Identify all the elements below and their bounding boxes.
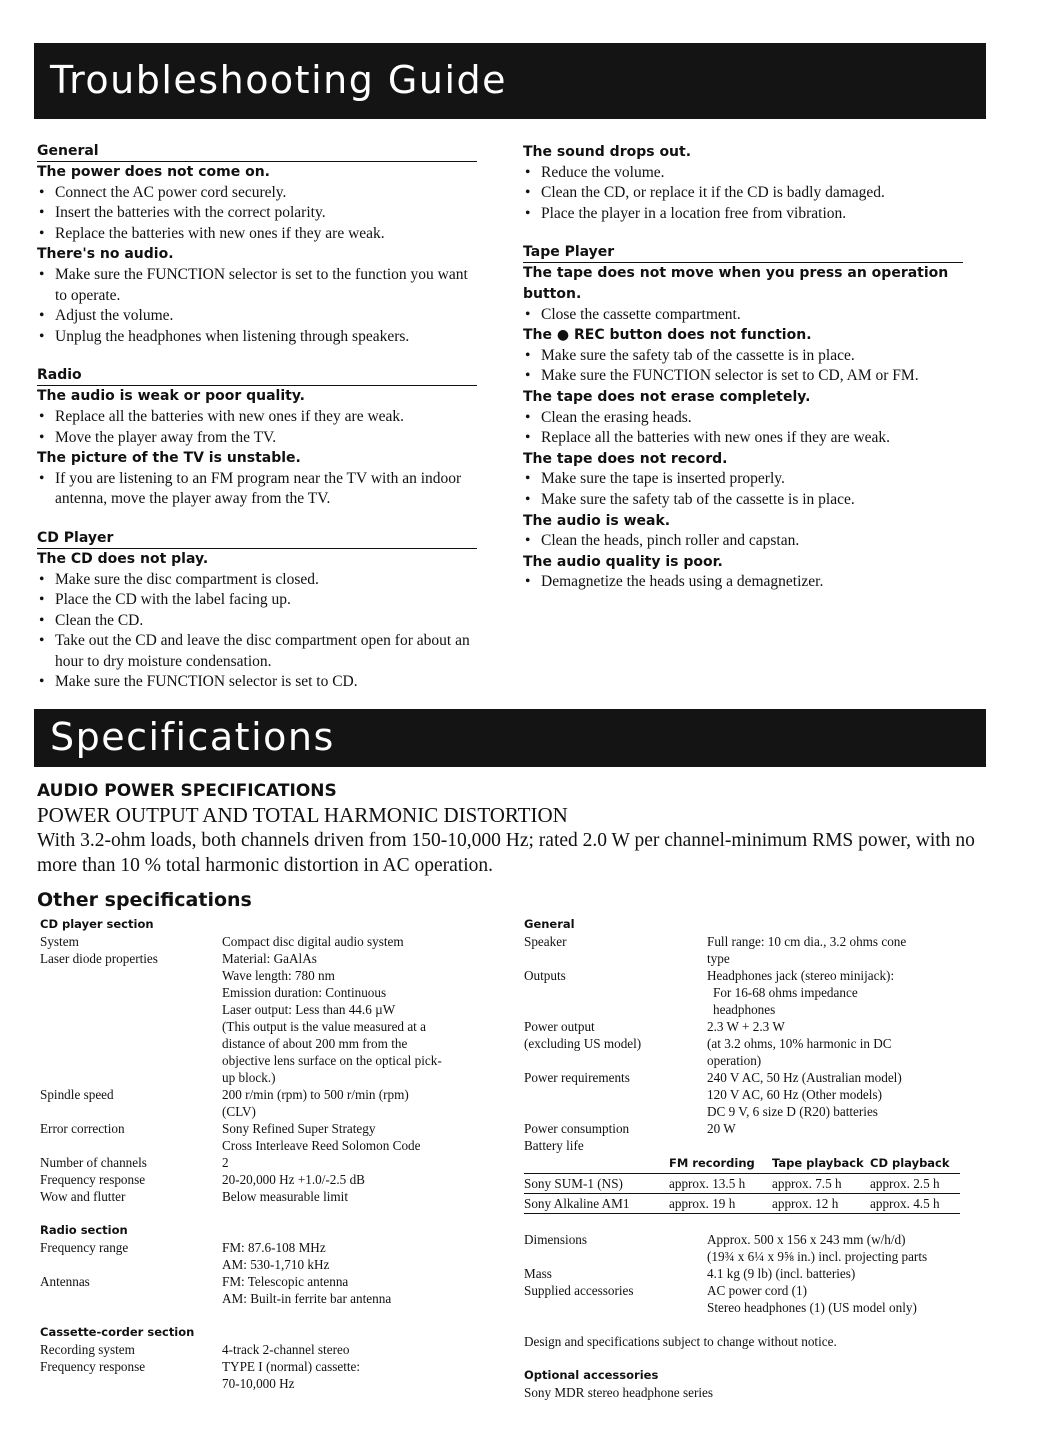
spec-value-line: Emission duration: Continuous	[222, 985, 387, 1000]
battery-header: Tape playback	[772, 1155, 870, 1174]
spec-value-line: Sony Refined Super Strategy	[222, 1121, 376, 1136]
solution-list	[523, 572, 963, 593]
battery-cell: approx. 2.5 h	[870, 1174, 960, 1194]
problem-title: The sound drops out.	[523, 144, 692, 160]
spec-value-line: AC power cord (1)	[707, 1283, 807, 1298]
spec-label: Frequency response	[40, 1172, 146, 1187]
spec-row	[40, 1188, 480, 1205]
troubleshooting-title-bar	[34, 43, 986, 119]
solution-item: • Connect the AC power cord securely.	[37, 183, 477, 204]
problem-title: The power does not come on.	[37, 164, 271, 180]
spec-label: Wow and flutter	[40, 1189, 126, 1204]
spec-label: Spindle speed	[40, 1087, 114, 1102]
spec-row	[40, 1341, 480, 1358]
specifications-title-bar	[34, 709, 986, 767]
solution-item: • Make sure the safety tab of the cassette is in place.	[523, 490, 963, 511]
spec-value	[707, 1069, 964, 1120]
spec-value-line: headphones	[713, 1002, 776, 1017]
spec-value	[707, 1120, 964, 1154]
solution-item: • Place the CD with the label facing up.	[37, 590, 477, 611]
spec-label-line: (excluding US model)	[524, 1036, 642, 1051]
spacer	[524, 1316, 964, 1333]
solution-item: • Close the cassette compartment.	[523, 305, 963, 326]
problem-title: The audio is weak.	[523, 512, 671, 529]
spec-row	[40, 1273, 480, 1307]
audio-power-block	[37, 780, 997, 878]
spec-row	[524, 1018, 964, 1069]
solution-list	[523, 408, 963, 449]
spec-label: Number of channels	[40, 1155, 147, 1170]
spec-label	[524, 1018, 707, 1069]
battery-cell: approx. 4.5 h	[870, 1194, 960, 1214]
spec-value-line: (This output is the value measured at a	[222, 1019, 426, 1034]
battery-header-row	[524, 1155, 960, 1174]
other-specifications-heading: Other specifications	[37, 889, 252, 911]
spec-label	[524, 933, 707, 967]
spec-label	[524, 1231, 707, 1265]
spec-section-title: General	[524, 917, 575, 931]
battery-cell: approx. 19 h	[669, 1194, 772, 1214]
solution-item: • Make sure the FUNCTION selector is set to CD, AM or FM.	[523, 366, 963, 387]
spec-value-line: Approx. 500 x 156 x 243 mm (w/h/d)	[707, 1232, 906, 1247]
spec-left-column	[40, 916, 480, 1392]
spec-row	[40, 1120, 480, 1154]
section-title: CD Player	[37, 529, 477, 549]
spec-value	[222, 933, 480, 950]
spec-value	[707, 1282, 964, 1316]
solution-item: • Make sure the safety tab of the cassette is in place.	[523, 346, 963, 367]
solution-item: • Move the player away from the TV.	[37, 428, 477, 449]
solution-list	[37, 469, 477, 510]
troubleshooting-title: Troubleshooting Guide	[50, 58, 508, 102]
spec-value-line: distance of about 200 mm from the	[222, 1036, 408, 1051]
spec-label: Frequency range	[40, 1240, 129, 1255]
spec-value-line: AM: Built-in ferrite bar antenna	[222, 1291, 392, 1306]
spec-value-line: 4-track 2-channel stereo	[222, 1342, 350, 1357]
audio-power-subheading: POWER OUTPUT AND TOTAL HARMONIC DISTORTION	[37, 803, 568, 827]
audio-power-heading: AUDIO POWER SPECIFICATIONS	[37, 781, 337, 801]
spec-value	[222, 1341, 480, 1358]
section-title: Radio	[37, 366, 477, 386]
spec-label: Antennas	[40, 1274, 90, 1289]
spec-row	[40, 1358, 480, 1392]
problem-title: The tape does not erase completely.	[523, 388, 811, 405]
spec-value-line: 20 W	[707, 1121, 736, 1136]
solution-item: • Clean the CD, or replace it if the CD is badly damaged.	[523, 183, 963, 204]
solution-item: • Place the player in a location free from vibration.	[523, 204, 963, 225]
spec-label-line: Outputs	[524, 968, 566, 983]
solution-list	[37, 570, 477, 694]
problem-title: The audio is weak or poor quality.	[37, 388, 305, 405]
solution-list	[523, 163, 963, 225]
spec-value-line: Below measurable limit	[222, 1189, 348, 1204]
battery-row	[524, 1194, 960, 1214]
troubleshooting-right-column	[523, 142, 963, 593]
problem-title: The audio quality is poor.	[523, 553, 723, 570]
solution-item: • Clean the CD.	[37, 611, 477, 632]
spec-value	[222, 1273, 480, 1307]
solution-item: • Replace all the batteries with new ones if they are weak.	[37, 407, 477, 428]
solution-item: • Make sure the FUNCTION selector is set to CD.	[37, 672, 477, 693]
spec-value	[222, 1120, 480, 1154]
solution-item: • Demagnetize the heads using a demagnetizer.	[523, 572, 963, 593]
troubleshooting-left-column	[37, 142, 477, 693]
spec-value	[222, 1239, 480, 1273]
spec-value-line: Material: GaAlAs	[222, 951, 317, 966]
spec-section-title: CD player section	[40, 917, 154, 931]
battery-cell: Sony SUM-1 (NS)	[524, 1174, 669, 1194]
spec-label	[524, 1069, 707, 1120]
solution-list	[37, 407, 477, 448]
spec-row	[40, 950, 480, 1086]
spec-label	[524, 1120, 707, 1154]
section-title: General	[37, 142, 477, 162]
audio-power-text: With 3.2-ohm loads, both channels driven from 150-10,000 Hz; rated 2.0 W per channel-minimum RMS power, with no more than 10 % total harmonic distortion in AC operation.	[37, 830, 975, 876]
spec-value-line: Laser output: Less than 44.6 µW	[222, 1002, 396, 1017]
spec-label	[524, 967, 707, 1018]
spec-label-line: Battery life	[524, 1138, 584, 1153]
solution-list	[523, 469, 963, 510]
spec-label-line: Dimensions	[524, 1232, 588, 1247]
spec-value-line: Stereo headphones (1) (US model only)	[707, 1300, 917, 1315]
spec-value	[707, 1265, 964, 1282]
spec-value-line: 2	[222, 1155, 229, 1170]
spec-value	[222, 950, 480, 1086]
spec-label-line: Power consumption	[524, 1121, 630, 1136]
solution-item: • Replace the batteries with new ones if they are weak.	[37, 224, 477, 245]
battery-header: CD playback	[870, 1155, 960, 1174]
spec-row	[40, 933, 480, 950]
spec-label	[524, 1265, 707, 1282]
spec-value-line: DC 9 V, 6 size D (R20) batteries	[707, 1104, 878, 1119]
spec-value-line: (19¾ x 6¼ x 9⅝ in.) incl. projecting parts	[707, 1249, 928, 1264]
spec-value-line: AM: 530-1,710 kHz	[222, 1257, 330, 1272]
solution-item: • Clean the heads, pinch roller and capstan.	[523, 531, 963, 552]
spec-row	[524, 933, 964, 967]
spec-value	[222, 1171, 480, 1188]
spec-value-line: 120 V AC, 60 Hz (Other models)	[707, 1087, 882, 1102]
spec-value-line: operation)	[707, 1053, 762, 1068]
spec-section-title: Cassette-corder section	[40, 1325, 195, 1339]
spacer	[524, 1350, 964, 1367]
problem-title: The ● REC button does not function.	[523, 327, 812, 344]
problem-title: The CD does not play.	[37, 550, 209, 567]
spec-value	[707, 933, 964, 967]
solution-list	[523, 531, 963, 552]
problem-title: The tape does not move when you press an operation button.	[523, 265, 949, 302]
spec-value-line: type	[707, 951, 730, 966]
solution-item: • Clean the erasing heads.	[523, 408, 963, 429]
solution-item: • If you are listening to an FM program near the TV with an indoor antenna, move the player away from the TV.	[37, 469, 477, 510]
spec-label: Frequency response	[40, 1359, 146, 1374]
solution-item: • Make sure the FUNCTION selector is set to the function you want to operate.	[37, 265, 477, 306]
spec-value-line: 200 r/min (rpm) to 500 r/min (rpm)	[222, 1087, 409, 1102]
spec-label-line: Speaker	[524, 934, 567, 949]
solution-item: • Insert the batteries with the correct polarity.	[37, 203, 477, 224]
spec-value-line: up block.)	[222, 1070, 276, 1085]
spec-value-line: Full range: 10 cm dia., 3.2 ohms cone	[707, 934, 907, 949]
solution-list	[37, 183, 477, 245]
problem-title: The tape does not record.	[523, 450, 728, 467]
spec-row	[524, 1265, 964, 1282]
problem-title: There's no audio.	[37, 246, 174, 263]
spec-label: Recording system	[40, 1342, 135, 1357]
battery-header: FM recording	[669, 1155, 772, 1174]
spec-value-line: 20-20,000 Hz +1.0/-2.5 dB	[222, 1172, 365, 1187]
spec-value-line: (at 3.2 ohms, 10% harmonic in DC	[707, 1036, 892, 1051]
spec-section-title: Radio section	[40, 1223, 128, 1237]
spec-value-line: Wave length: 780 nm	[222, 968, 335, 983]
solution-list	[37, 265, 477, 347]
spec-value	[222, 1086, 480, 1120]
solution-item: • Unplug the headphones when listening through speakers.	[37, 327, 477, 348]
solution-item: • Make sure the disc compartment is closed.	[37, 570, 477, 591]
spec-label	[524, 1282, 707, 1316]
battery-header	[524, 1155, 669, 1174]
spec-row	[524, 1282, 964, 1316]
battery-cell: approx. 13.5 h	[669, 1174, 772, 1194]
spec-value-line: (CLV)	[222, 1104, 256, 1119]
battery-row	[524, 1174, 960, 1194]
spec-label: System	[40, 934, 79, 949]
spec-label-line: Supplied accessories	[524, 1283, 634, 1298]
spec-value-line: 4.1 kg (9 lb) (incl. batteries)	[707, 1266, 856, 1281]
solution-list	[523, 346, 963, 387]
spec-label-line: Power requirements	[524, 1070, 630, 1085]
optional-accessories-title: Optional accessories	[524, 1368, 659, 1382]
battery-cell: approx. 12 h	[772, 1194, 870, 1214]
spec-row	[524, 1231, 964, 1265]
optional-accessories-text: Sony MDR stereo headphone series	[524, 1385, 713, 1400]
solution-item: • Take out the CD and leave the disc compartment open for about an hour to dry moisture condensation.	[37, 631, 477, 672]
spec-value	[707, 967, 964, 1018]
spec-value-line: 2.3 W + 2.3 W	[707, 1019, 785, 1034]
spacer	[40, 1205, 480, 1222]
spec-notice: Design and specifications subject to change without notice.	[524, 1334, 837, 1349]
spec-value-line: objective lens surface on the optical pick-	[222, 1053, 442, 1068]
spec-row	[40, 1086, 480, 1120]
battery-life-table	[524, 1155, 960, 1214]
spec-value	[222, 1154, 480, 1171]
solution-item: • Reduce the volume.	[523, 163, 963, 184]
spec-row	[40, 1154, 480, 1171]
spec-value	[222, 1358, 480, 1392]
spec-right-column	[524, 916, 964, 1401]
spec-row	[524, 1069, 964, 1120]
spec-value-line: FM: 87.6-108 MHz	[222, 1240, 326, 1255]
solution-item: • Adjust the volume.	[37, 306, 477, 327]
spec-value	[707, 1018, 964, 1069]
section-title: Tape Player	[523, 243, 963, 263]
spec-value	[707, 1231, 964, 1265]
spec-value-line: FM: Telescopic antenna	[222, 1274, 349, 1289]
spec-value-line: TYPE I (normal) cassette:	[222, 1359, 361, 1374]
spacer	[40, 1307, 480, 1324]
spec-value-line: Headphones jack (stereo minijack):	[707, 968, 895, 983]
spec-value-line: Compact disc digital audio system	[222, 934, 404, 949]
battery-cell: Sony Alkaline AM1	[524, 1194, 669, 1214]
spec-value-line: 70-10,000 Hz	[222, 1376, 295, 1391]
spec-label: Error correction	[40, 1121, 125, 1136]
spec-value-line: Cross Interleave Reed Solomon Code	[222, 1138, 421, 1153]
spec-label-line: Power output	[524, 1019, 595, 1034]
problem-title: The picture of the TV is unstable.	[37, 450, 301, 467]
spec-row	[40, 1239, 480, 1273]
solution-list	[523, 305, 963, 326]
spec-label-line: Mass	[524, 1266, 552, 1281]
spec-value	[222, 1188, 480, 1205]
specifications-title: Specifications	[50, 715, 335, 759]
solution-item: • Replace all the batteries with new ones if they are weak.	[523, 428, 963, 449]
spec-value-line: 240 V AC, 50 Hz (Australian model)	[707, 1070, 902, 1085]
solution-item: • Make sure the tape is inserted properly.	[523, 469, 963, 490]
battery-cell: approx. 7.5 h	[772, 1174, 870, 1194]
spacer	[524, 1214, 964, 1231]
spec-label: Laser diode properties	[40, 951, 158, 966]
spec-value-line: For 16-68 ohms impedance	[713, 985, 858, 1000]
spec-row	[524, 967, 964, 1018]
spec-row	[524, 1120, 964, 1154]
spec-row	[40, 1171, 480, 1188]
